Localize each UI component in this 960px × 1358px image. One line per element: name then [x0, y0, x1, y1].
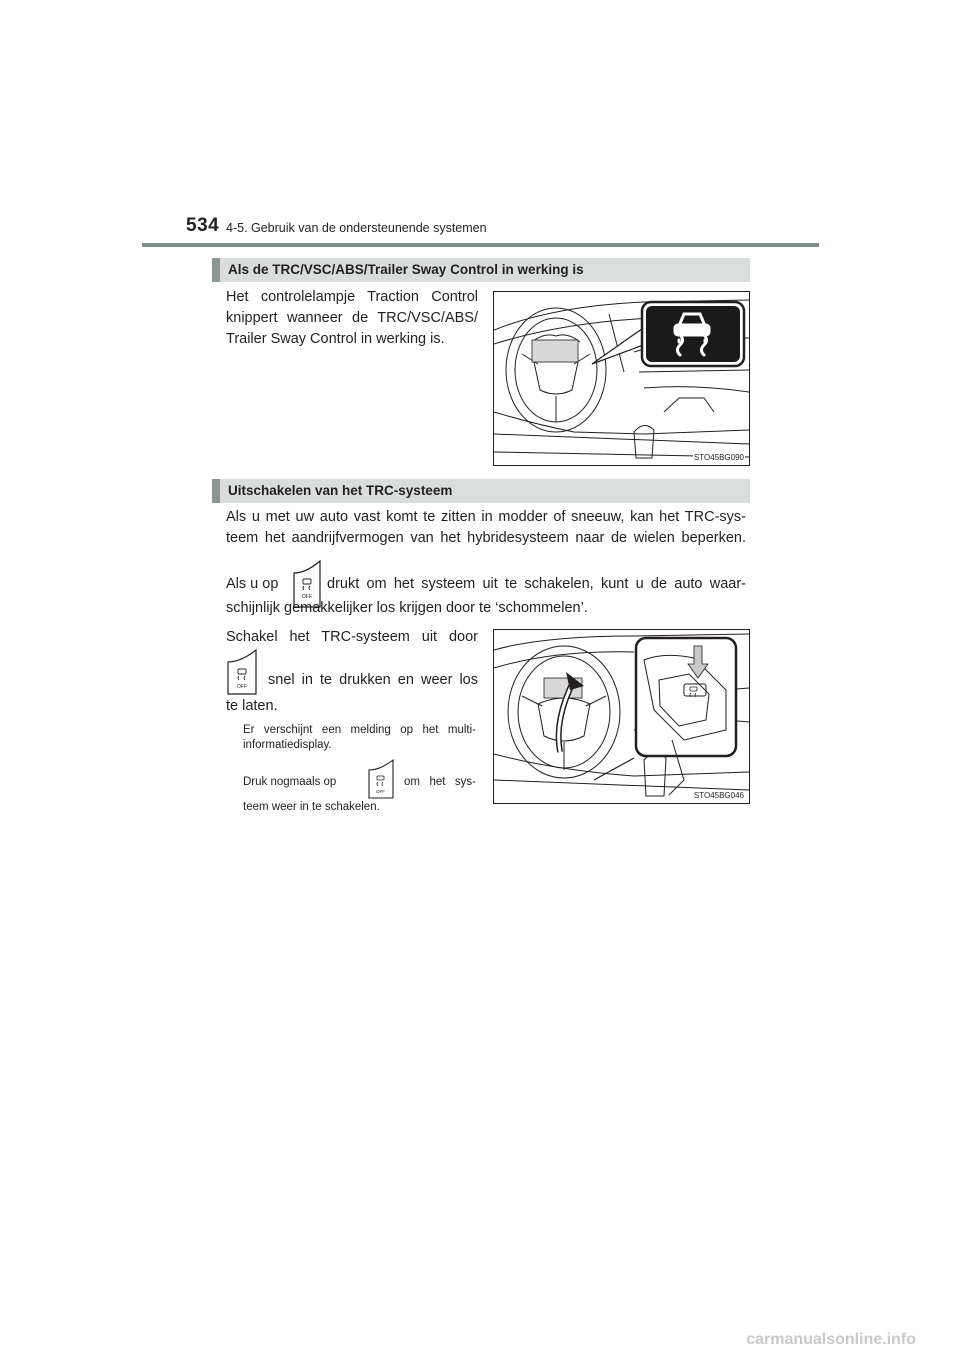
note-line3-after: om het sys- — [404, 776, 476, 788]
section2-line4: schijnlijk gemakkelijker los krijgen door te ‘schommelen’. — [226, 600, 588, 616]
section-heading-trc-off: Uitschakelen van het TRC-systeem — [212, 479, 750, 503]
section2-intro-line-1: Als u met uw auto vast komt te zitten in modder of sneeuw, kan het TRC-sys- — [226, 509, 746, 525]
trc-off-button-icon-note — [367, 758, 395, 800]
note-line-2: informatiedisplay. — [243, 739, 332, 751]
section2-intro-line-2: teem het aandrijfvermogen van het hybridesysteem naar de wielen beperken. — [226, 530, 746, 546]
section1-line-3: Trailer Sway Control in werking is. — [226, 331, 445, 347]
step-line-3: te laten. — [226, 698, 278, 714]
figure-code-2: STO45BG046 — [693, 791, 744, 800]
dashboard-illustration — [494, 292, 749, 465]
note-line-1: Er verschijnt een melding op het multi- — [243, 724, 476, 736]
step-line-1: Schakel het TRC-systeem uit door — [226, 629, 478, 645]
steering-wheel-illustration — [494, 630, 749, 803]
section1-line-2: knippert wanneer de TRC/VSC/ABS/ — [226, 310, 478, 326]
trc-off-button-label-note: OFF — [376, 789, 385, 794]
header-rule — [142, 243, 819, 247]
figure-code-1: STO45BG090 — [693, 453, 744, 462]
section1-line-1: Het controlelampje Traction Control — [226, 289, 478, 305]
section2-line3-after: drukt om het systeem uit te schakelen, kunt u de auto waar- — [327, 576, 746, 592]
note-line3-before: Druk nogmaals op — [243, 776, 337, 788]
section2-line3-before: Als u op — [226, 576, 279, 592]
figure-trc-off-switch — [493, 629, 750, 804]
trc-off-button-icon-step — [226, 648, 258, 696]
watermark: carmanualsonline.info — [746, 1331, 916, 1348]
trc-off-button-label-step: OFF — [237, 684, 247, 690]
trc-off-button-label: OFF — [302, 594, 312, 600]
note-line-4: teem weer in te schakelen. — [243, 801, 380, 813]
chapter-title: 4-5. Gebruik van de ondersteunende systemen — [226, 221, 487, 235]
figure-dashboard-indicator — [493, 291, 750, 466]
step-line-2: snel in te drukken en weer los — [268, 672, 478, 688]
page-number: 534 — [186, 215, 220, 236]
section-heading-trc-active: Als de TRC/VSC/ABS/Trailer Sway Control in werking is — [212, 258, 750, 282]
